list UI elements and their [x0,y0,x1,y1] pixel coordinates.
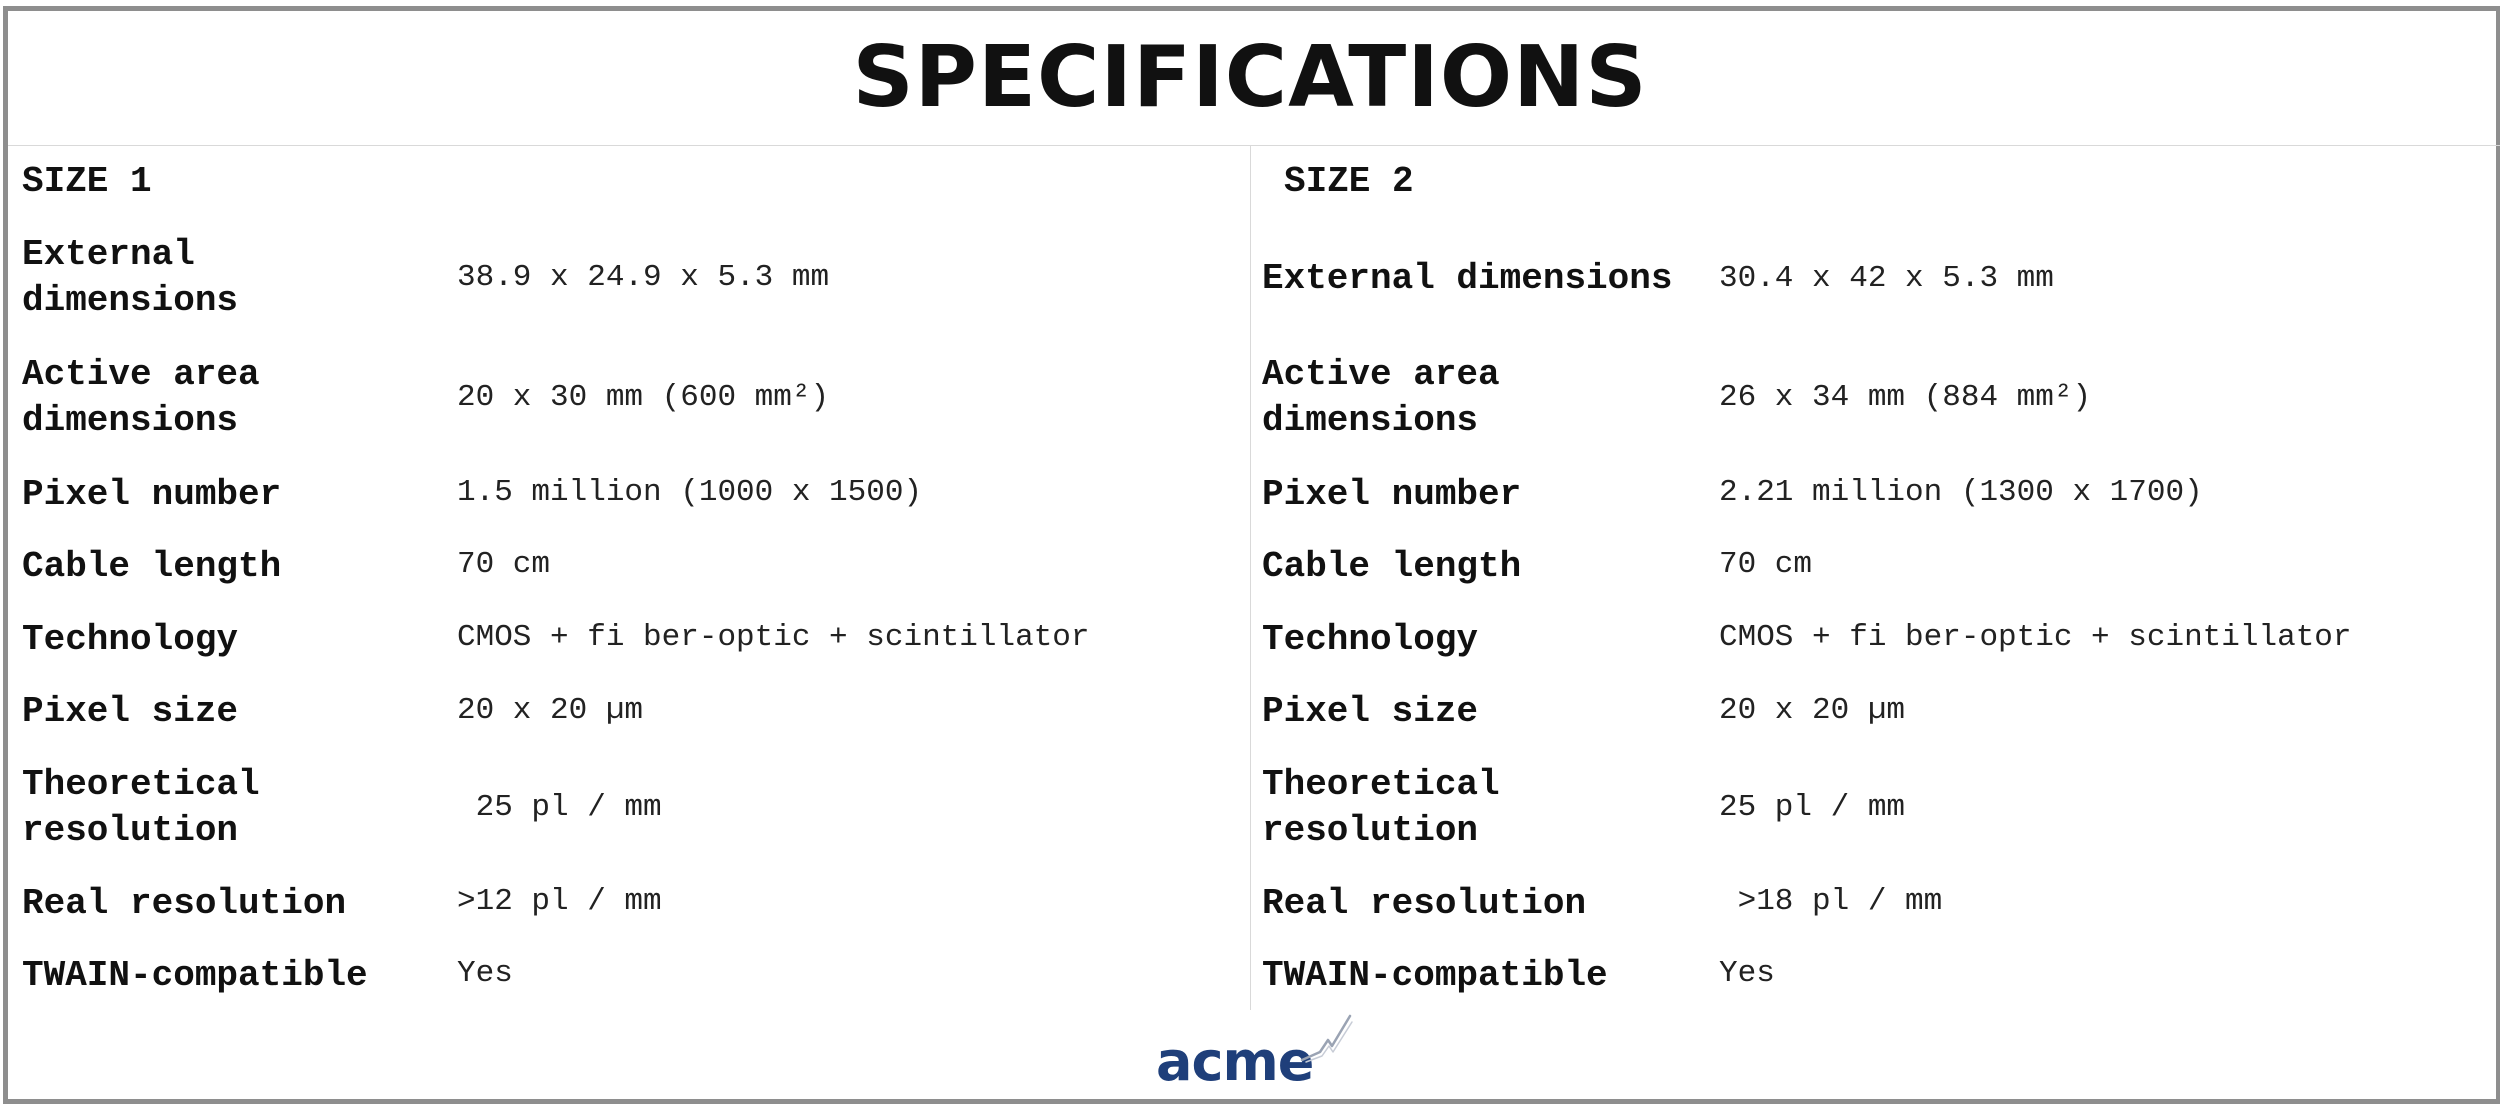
spec-value: 70 cm [1719,547,1813,582]
spec-label: Cable length [1262,546,1522,587]
spec-value: >12 pl / mm [457,884,662,919]
spec-value: 30.4 x 42 x 5.3 mm [1719,261,2054,296]
spec-label: TWAIN-compatible [22,955,368,996]
spec-label: Pixel size [1262,691,1479,732]
spec-label: External dimensions [1262,258,1673,299]
column-divider [1250,146,1251,1010]
spec-label: Real resolution [22,883,347,924]
spec-label: Real resolution [1262,883,1587,924]
spec-label: TWAIN-compatible [1262,955,1608,996]
title-divider [8,145,2500,146]
spec-value: Yes [1719,956,1775,991]
spec-value: >18 pl / mm [1719,884,1943,919]
spec-label: Active area dimensions [22,354,260,441]
spec-value: 25 pl / mm [1719,790,1906,825]
spec-value: CMOS + fi ber-optic + scintillator [457,620,1090,655]
page-title: SPECIFICATIONS [852,28,1648,127]
spec-value: 25 pl / mm [457,790,662,825]
spec-label: Pixel size [22,691,239,732]
spec-value: 20 x 30 mm (600 mm²) [457,380,830,415]
spec-value: CMOS + fi ber-optic + scintillator [1719,620,2352,655]
size-1-heading: SIZE 1 [22,161,152,202]
spec-label: Pixel number [22,474,282,515]
spec-label: Theoretical resolution [22,764,260,851]
spec-value: 20 x 20 µm [457,693,644,728]
spec-label: Technology [22,619,239,660]
spec-label: Theoretical resolution [1262,764,1500,851]
spec-value: 70 cm [457,547,551,582]
spec-label: Pixel number [1262,474,1522,515]
spec-value: Yes [457,956,513,991]
size-2-heading: SIZE 2 [1284,161,1414,202]
spec-value: 1.5 million (1000 x 1500) [457,475,923,510]
logo-wordmark: acme [1156,1030,1314,1093]
spec-value: 38.9 x 24.9 x 5.3 mm [457,260,830,295]
spec-label: Cable length [22,546,282,587]
spec-label: External dimensions [22,234,239,321]
spec-label: Active area dimensions [1262,354,1500,441]
spec-value: 20 x 20 µm [1719,693,1906,728]
spec-value: 26 x 34 mm (884 mm²) [1719,380,2092,415]
spec-label: Technology [1262,619,1479,660]
acme-logo [1148,1012,1358,1092]
spec-value: 2.21 million (1300 x 1700) [1719,475,2203,510]
logo-swoosh-icon [1298,1012,1358,1072]
